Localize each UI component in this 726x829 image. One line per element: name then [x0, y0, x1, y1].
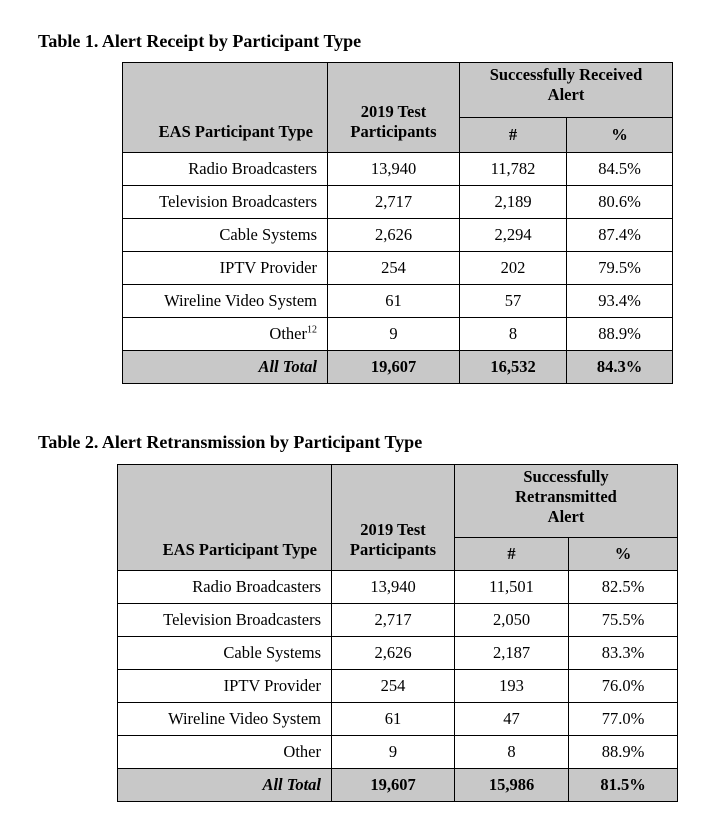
row-participants: 2,717 [332, 604, 455, 637]
table2-header-participants-line1: 2019 Test [360, 520, 426, 539]
total-pct: 81.5% [569, 769, 678, 802]
row-participants: 2,626 [328, 219, 460, 252]
row-type: Wireline Video System [118, 703, 332, 736]
table2-header-group-line1: Successfully [523, 467, 609, 486]
table1-header-type: EAS Participant Type [123, 63, 328, 153]
row-type: Television Broadcasters [118, 604, 332, 637]
row-count: 202 [460, 252, 567, 285]
row-count: 2,050 [455, 604, 569, 637]
row-type: Other [118, 736, 332, 769]
row-count: 2,189 [460, 186, 567, 219]
table1-header-pct: % [567, 118, 673, 153]
row-count: 11,501 [455, 571, 569, 604]
row-pct: 77.0% [569, 703, 678, 736]
row-type: IPTV Provider [118, 670, 332, 703]
row-pct: 82.5% [569, 571, 678, 604]
total-count: 15,986 [455, 769, 569, 802]
row-participants: 9 [328, 318, 460, 351]
row-type: Cable Systems [123, 219, 328, 252]
table-total-row [123, 351, 673, 384]
table1-header-participants [328, 63, 460, 153]
row-pct: 84.5% [567, 153, 673, 186]
row-pct: 88.9% [567, 318, 673, 351]
table-row [123, 219, 673, 252]
table-row [123, 186, 673, 219]
row-type: IPTV Provider [123, 252, 328, 285]
row-type [123, 318, 328, 351]
total-participants: 19,607 [328, 351, 460, 384]
table2-header-participants-line2: Participants [349, 540, 437, 559]
row-count: 2,187 [455, 637, 569, 670]
row-count: 47 [455, 703, 569, 736]
row-participants: 9 [332, 736, 455, 769]
row-type: Radio Broadcasters [123, 153, 328, 186]
row-participants: 2,717 [328, 186, 460, 219]
row-type: Television Broadcasters [123, 186, 328, 219]
total-pct: 84.3% [567, 351, 673, 384]
table2-header-group [455, 465, 678, 538]
table1-header-group [460, 63, 673, 118]
table2-header-pct: % [569, 538, 678, 571]
table1-header-group-line1: Successfully Received [489, 65, 643, 84]
row-type-label: Other [269, 324, 307, 343]
row-type: Radio Broadcasters [118, 571, 332, 604]
total-type: All Total [118, 769, 332, 802]
row-count: 2,294 [460, 219, 567, 252]
table-row [118, 604, 678, 637]
table2 [117, 464, 678, 802]
row-pct: 79.5% [567, 252, 673, 285]
row-participants: 13,940 [328, 153, 460, 186]
table2-header-count: # [455, 538, 569, 571]
table-row [123, 252, 673, 285]
row-participants: 2,626 [332, 637, 455, 670]
footnote-marker: 12 [307, 324, 317, 336]
table-row [118, 703, 678, 736]
row-pct: 75.5% [569, 604, 678, 637]
table-row [123, 318, 673, 351]
table2-header-participants [332, 465, 455, 571]
total-participants: 19,607 [332, 769, 455, 802]
table-row [118, 571, 678, 604]
table-row [123, 285, 673, 318]
row-pct: 83.3% [569, 637, 678, 670]
row-participants: 254 [328, 252, 460, 285]
table1-header-participants-line2: Participants [350, 122, 437, 141]
table-row [118, 736, 678, 769]
row-pct: 76.0% [569, 670, 678, 703]
row-type: Cable Systems [118, 637, 332, 670]
row-type: Wireline Video System [123, 285, 328, 318]
row-pct: 87.4% [567, 219, 673, 252]
table2-header-type: EAS Participant Type [118, 465, 332, 571]
table1-header-count: # [460, 118, 567, 153]
table-row [118, 670, 678, 703]
row-participants: 254 [332, 670, 455, 703]
total-type: All Total [123, 351, 328, 384]
row-participants: 61 [328, 285, 460, 318]
table-total-row [118, 769, 678, 802]
table2-caption: Table 2. Alert Retransmission by Participant Type [38, 432, 423, 452]
row-count: 11,782 [460, 153, 567, 186]
row-participants: 13,940 [332, 571, 455, 604]
table1-caption: Table 1. Alert Receipt by Participant Type [38, 31, 362, 51]
row-count: 8 [460, 318, 567, 351]
row-pct: 88.9% [569, 736, 678, 769]
row-pct: 80.6% [567, 186, 673, 219]
row-participants: 61 [332, 703, 455, 736]
table-row [118, 637, 678, 670]
table2-header-group-line2: Retransmitted [515, 487, 617, 506]
table1-header-group-line2: Alert [547, 85, 585, 104]
row-count: 57 [460, 285, 567, 318]
table2-header-group-line3: Alert [547, 507, 585, 526]
row-count: 193 [455, 670, 569, 703]
total-count: 16,532 [460, 351, 567, 384]
row-pct: 93.4% [567, 285, 673, 318]
table1-header-participants-line1: 2019 Test [360, 102, 427, 121]
table-row [123, 153, 673, 186]
table1 [122, 62, 673, 384]
row-count: 8 [455, 736, 569, 769]
